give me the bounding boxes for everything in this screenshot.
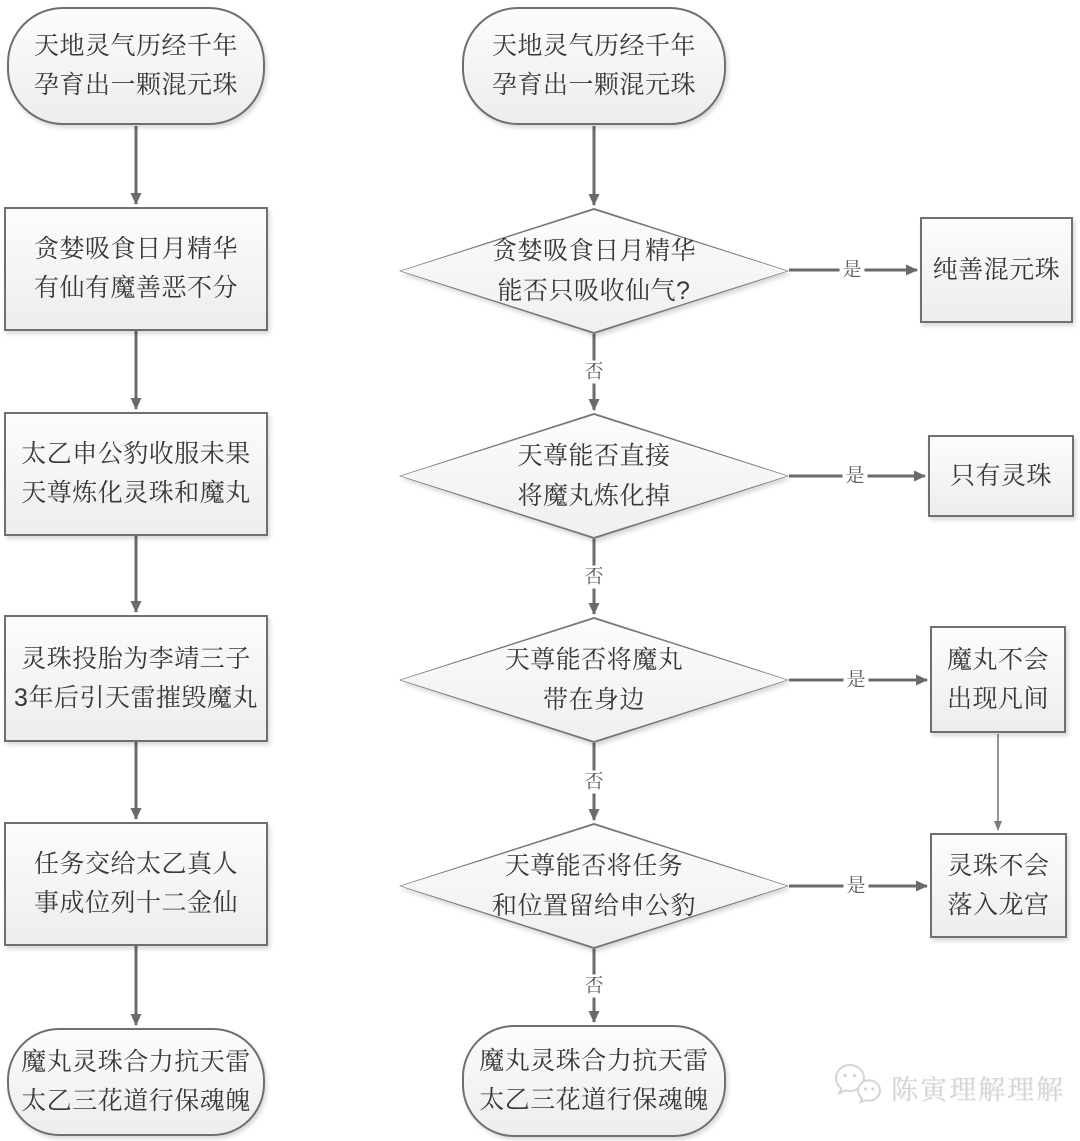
decision-text-line: 天尊能否将任务 bbox=[504, 852, 684, 880]
yes-label-3: 是 bbox=[843, 669, 868, 692]
decision-text-line: 天尊能否将魔丸 bbox=[504, 646, 684, 674]
node-text-line: 有仙有魔善恶不分 bbox=[33, 274, 238, 302]
decision-text-line: 贪婪吸食日月精华 bbox=[491, 237, 696, 265]
node-text-line: 太乙三花道行保魂魄 bbox=[479, 1086, 709, 1114]
decision-diamond-2 bbox=[399, 413, 789, 539]
node-text-line: 灵珠不会 bbox=[947, 851, 1050, 880]
node-text-line: 灵珠投胎为李靖三子 bbox=[21, 644, 251, 673]
left-process-1 bbox=[4, 207, 268, 331]
left-start-terminator bbox=[7, 7, 265, 125]
decision-text-line: 天尊能否直接 bbox=[517, 442, 671, 470]
node-text-line: 魔丸灵珠合力抗天雷 bbox=[479, 1047, 709, 1075]
node-text-line: 纯善混元珠 bbox=[932, 255, 1061, 284]
result-box-1 bbox=[920, 217, 1073, 323]
yes-label-4: 是 bbox=[843, 875, 868, 898]
decision-diamond-4 bbox=[399, 823, 789, 949]
left-end-terminator bbox=[7, 1028, 265, 1136]
node-text-line: 天地灵气历经千年 bbox=[33, 32, 238, 60]
node-text-line: 天地灵气历经千年 bbox=[491, 32, 696, 60]
no-label-1: 否 bbox=[581, 361, 606, 384]
no-label-2: 否 bbox=[581, 566, 606, 589]
left-process-4 bbox=[4, 822, 268, 946]
right-end-terminator bbox=[462, 1025, 726, 1137]
watermark bbox=[834, 1062, 1065, 1113]
node-text-line: 出现凡间 bbox=[946, 684, 1049, 713]
node-text-line: 落入龙宫 bbox=[947, 890, 1050, 919]
yes-label-1: 是 bbox=[839, 259, 864, 282]
node-text-line: 太乙三花道行保魂魄 bbox=[21, 1087, 251, 1115]
node-text-line: 只有灵珠 bbox=[949, 461, 1052, 490]
decision-text-line: 能否只吸收仙气? bbox=[497, 277, 691, 305]
node-text-line: 任务交给太乙真人 bbox=[33, 850, 238, 878]
node-text-line: 太乙申公豹收服未果 bbox=[21, 440, 251, 468]
decision-text-line: 将魔丸炼化掉 bbox=[517, 482, 671, 510]
left-process-3 bbox=[4, 615, 268, 742]
yes-label-2: 是 bbox=[842, 465, 867, 488]
result-box-3 bbox=[930, 626, 1066, 733]
decision-diamond-3 bbox=[399, 617, 789, 743]
node-text-line: 天尊炼化灵珠和魔丸 bbox=[21, 479, 251, 507]
result-box-4 bbox=[930, 833, 1067, 938]
decision-text-line: 和位置留给申公豹 bbox=[491, 892, 696, 920]
node-text-line: 魔丸不会 bbox=[946, 645, 1049, 674]
no-label-4: 否 bbox=[581, 975, 606, 998]
decision-diamond-1 bbox=[399, 208, 789, 334]
result-box-2 bbox=[928, 435, 1074, 517]
node-text-line: 3年后引天雷摧毁魔丸 bbox=[14, 683, 258, 712]
node-text-line: 孕育出一颗混元珠 bbox=[491, 71, 696, 99]
no-label-3: 否 bbox=[581, 771, 606, 794]
node-text-line: 魔丸灵珠合力抗天雷 bbox=[21, 1048, 251, 1076]
left-process-2 bbox=[4, 412, 268, 536]
node-text-line: 事成位列十二金仙 bbox=[33, 889, 238, 917]
node-text-line: 孕育出一颗混元珠 bbox=[33, 71, 238, 99]
right-start-terminator bbox=[462, 7, 726, 125]
decision-text-line: 带在身边 bbox=[542, 686, 645, 714]
node-text-line: 贪婪吸食日月精华 bbox=[33, 235, 238, 263]
wechat-icon bbox=[834, 1062, 882, 1113]
watermark-text: 陈寅理解理解 bbox=[891, 1075, 1065, 1105]
